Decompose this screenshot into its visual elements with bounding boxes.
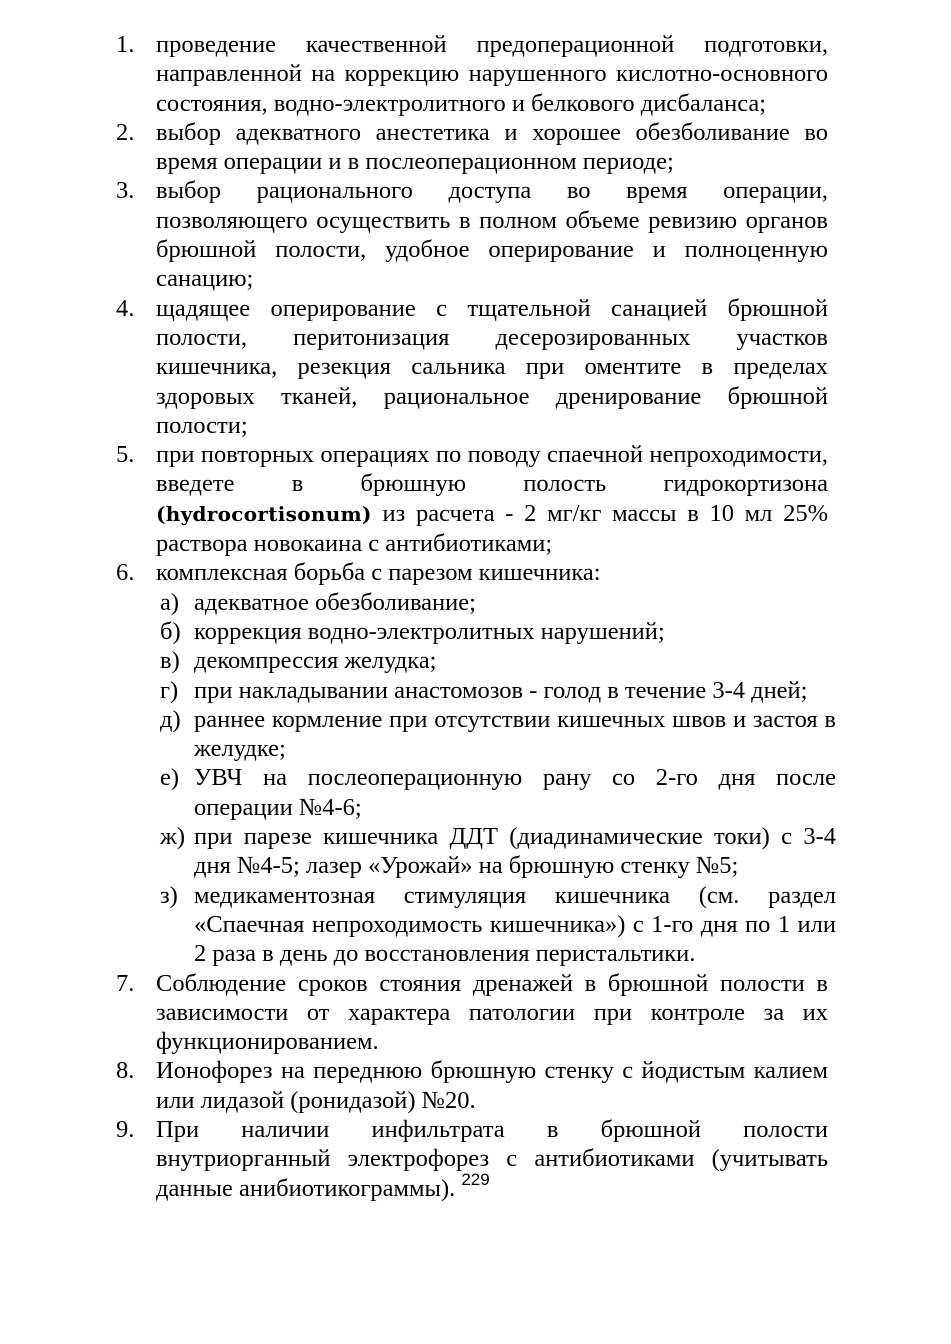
latin-drug-name: (hydrocortisonum): [156, 501, 372, 526]
subitem-z: [0, 881, 951, 969]
subitem-v: [0, 646, 951, 675]
subitem-label: з): [160, 881, 178, 909]
list-item-4: [0, 294, 951, 440]
list-item-6: [0, 558, 951, 587]
subitem-text: декомпрессия желудка;: [194, 647, 437, 675]
subitem-text: адекватное обезболивание;: [194, 588, 476, 616]
subitem-text: при парезе кишечника ДДТ (диадинамические токи) с 3-4 дня №4-5; лазер «Урожай» на брюшную стенку №5;: [194, 823, 836, 880]
subitem-label: г): [160, 676, 179, 704]
subitem-text: коррекция водно-электролитных нарушений;: [194, 617, 665, 645]
subitem-d: [0, 705, 951, 764]
item-number: 5.: [116, 441, 135, 469]
subitem-text: медикаментозная стимуляция кишечника (см. раздел «Спаечная непроходимость кишечника») с 1-го дня по 1 или 2 раза в день до восстановления перистальтики.: [194, 881, 836, 968]
item-number: 6.: [116, 559, 135, 587]
page-number: 229: [461, 1170, 490, 1189]
list-item-1: [0, 30, 951, 118]
subitem-label: ж): [160, 823, 186, 851]
subitem-text: при накладывании анастомозов - голод в течение 3-4 дней;: [194, 676, 808, 704]
item-number: 1.: [116, 31, 135, 58]
item-text: Ионофорез на переднюю брюшную стенку с йодистым калием или лидазой (ронидазой) №20.: [156, 1057, 828, 1114]
item-number: 4.: [116, 294, 135, 322]
item-number: 8.: [116, 1057, 135, 1085]
list-item-8: [0, 1056, 951, 1115]
item-number: 3.: [116, 177, 135, 205]
item-number: 2.: [116, 118, 135, 146]
subitem-a: [0, 588, 951, 617]
item-text: [156, 440, 828, 558]
subitem-text: УВЧ на послеоперационную рану со 2-го дня после операции №4-6;: [194, 764, 836, 821]
item-text: выбор рационального доступа во время операции, позволяющего осуществить в полном объеме ревизию органов брюшной полости, удобное оперирование и полноценную санацию;: [156, 177, 828, 293]
list-item-7: [0, 969, 951, 1057]
item-text: проведение качественной предоперационной подготовки, направленной на коррекцию нарушенного кислотно-основного состояния, водно-электролитного и белкового дисбаланса;: [156, 31, 828, 117]
item-text-part: из расчета - 2 мг/кг массы в 10 мл 25% раствора новокаина с антибиотиками;: [156, 499, 828, 558]
subitem-b: [0, 617, 951, 646]
item-text: комплексная борьба с парезом кишечника:: [156, 559, 601, 587]
subitem-zh: [0, 822, 951, 881]
list-item-3: [0, 176, 951, 293]
subitem-label: б): [160, 617, 181, 645]
treatment-list: [0, 30, 951, 1203]
subitem-e: [0, 763, 951, 822]
subitem-label: д): [160, 705, 181, 733]
subitem-text: раннее кормление при отсутствии кишечных швов и застоя в желудке;: [194, 705, 836, 763]
subitem-label: в): [160, 647, 180, 675]
item-number: 7.: [116, 969, 135, 997]
subitem-g: [0, 676, 951, 705]
item-number: 9.: [116, 1115, 135, 1143]
item-text: выбор адекватного анестетика и хорошее обезболивание во время операции и в послеоперационном периоде;: [156, 118, 828, 176]
item-text-part: при повторных операциях по поводу спаечной непроходимости, введете в брюшную полость гидрокортизона: [156, 441, 828, 498]
subitem-label: а): [160, 588, 180, 616]
subitem-label: е): [160, 764, 180, 792]
item-text: При наличии инфильтрата в брюшной полости внутриорганный электрофорез с антибиотиками (учитывать данные анибиотикограммы).: [156, 1115, 828, 1202]
list-item-2: [0, 118, 951, 177]
list-item-5: [0, 440, 951, 558]
item-text: щадящее оперирование с тщательной санацией брюшной полости, перитонизация десерозированных участков кишечника, резекция сальника при оментите в пределах здоровых тканей, рациональное дренирование брюшной полости;: [156, 294, 828, 439]
item-text: Соблюдение сроков стояния дренажей в брюшной полости в зависимости от характера патологии при контроле за их функционированием.: [156, 969, 828, 1056]
